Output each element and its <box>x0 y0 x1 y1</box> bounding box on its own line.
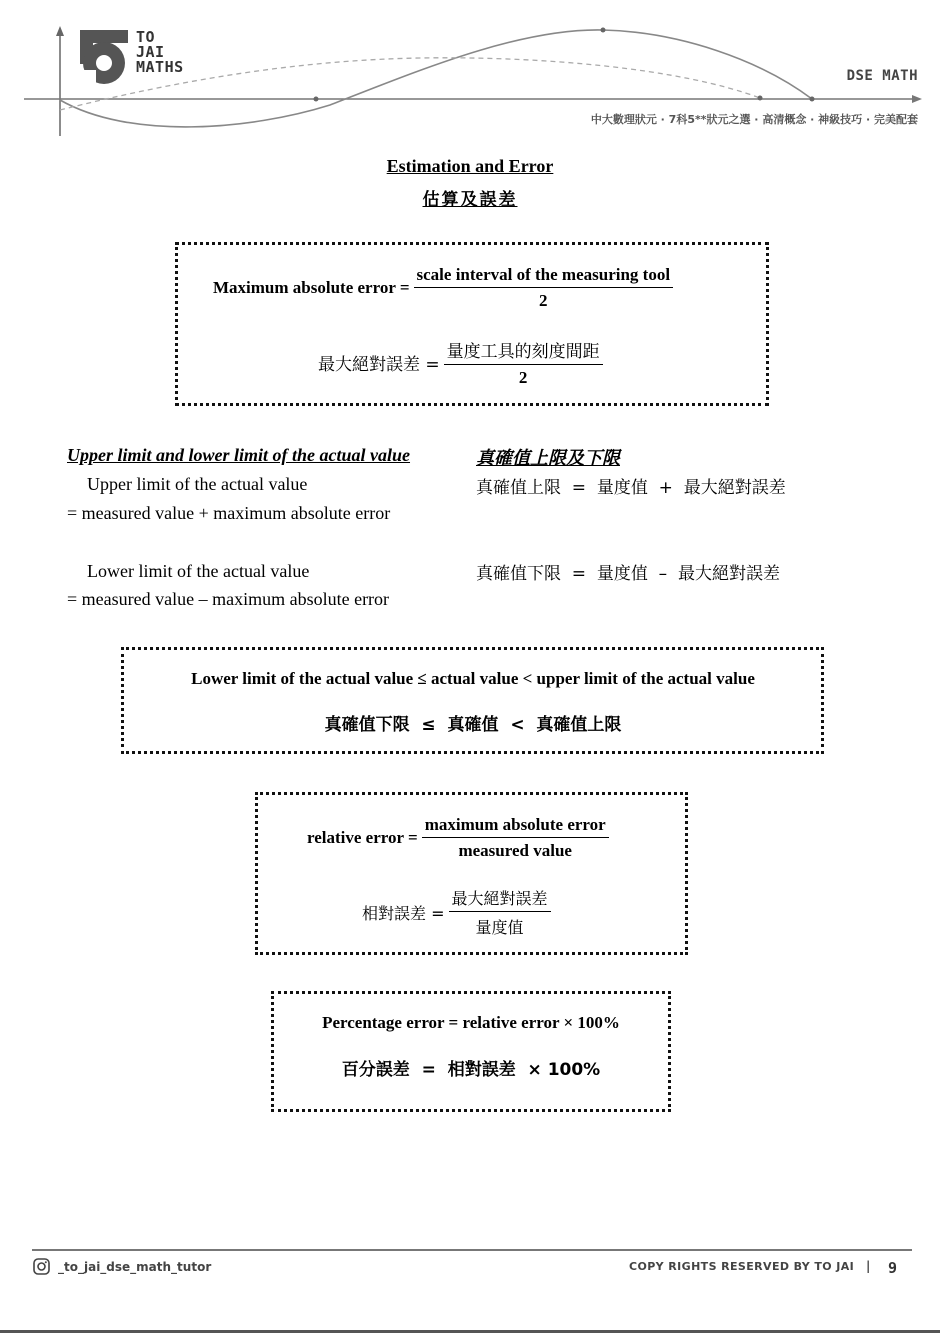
logo-line: MATHS <box>136 58 184 76</box>
title-en-text: Estimation and Error <box>386 156 554 176</box>
relative-error-zh-fraction <box>449 886 551 938</box>
brand-label: DSE MATH <box>846 68 918 84</box>
footer-divider <box>32 1249 912 1251</box>
lower-limit-zh: 真確值下限 = 量度值 – 最大絕對誤差 <box>476 564 780 584</box>
max-abs-error-zh-lhs: 最大絕對誤差 = <box>318 355 440 375</box>
upper-limit-zh: 真確值上限 = 量度值 + 最大絕對誤差 <box>476 478 786 498</box>
footer-separator: | <box>866 1259 871 1273</box>
actual-value-range-box <box>121 647 824 754</box>
page-bottom-edge <box>0 1330 940 1333</box>
header-point <box>810 97 815 102</box>
fraction-denominator: 2 <box>518 368 528 387</box>
relative-error-zh-lhs: 相對誤差 = <box>362 903 445 923</box>
limits-heading-zh: 真確值上限及下限 <box>476 448 620 469</box>
copyright-notice: COPY RIGHTS RESERVED BY TO JAI <box>629 1260 855 1273</box>
max-abs-error-zh-fraction <box>444 337 603 388</box>
upper-limit-en-line1: Upper limit of the actual value <box>87 474 308 494</box>
actual-value-range-zh: 真確值下限 ≤ 真確值 < 真確值上限 <box>324 715 622 735</box>
percentage-error-en: Percentage error = relative error × 100% <box>322 1013 620 1032</box>
header-point <box>758 96 763 101</box>
percentage-error-zh: 百分誤差 = 相對誤差 × 100% <box>341 1060 601 1080</box>
max-abs-error-formula-zh <box>318 337 603 388</box>
number-5-logo-icon <box>80 30 128 84</box>
fraction-numerator: scale interval of the measuring tool <box>414 265 674 288</box>
fraction-denominator: measured value <box>458 841 572 860</box>
page-title-english <box>0 156 940 177</box>
logo-text <box>136 30 184 75</box>
lower-limit-en-line2: = measured value – maximum absolute error <box>67 589 390 609</box>
instagram-icon <box>33 1258 50 1275</box>
percentage-error-box <box>271 991 671 1112</box>
max-abs-error-lhs: Maximum absolute error = <box>213 278 410 297</box>
header-x-axis-arrow <box>912 95 922 103</box>
max-abs-error-formula-en <box>213 265 673 311</box>
instagram-handle: _to_jai_dse_math_tutor <box>58 1260 212 1274</box>
fraction-numerator: maximum absolute error <box>422 815 609 838</box>
relative-error-fraction <box>422 815 609 861</box>
fraction-denominator: 2 <box>539 291 548 310</box>
logo-line: TO <box>136 28 156 46</box>
header-y-axis-arrow <box>56 26 64 36</box>
limits-heading-en: Upper limit and lower limit of the actual value <box>67 445 411 465</box>
fraction-numerator: 最大絕對誤差 <box>449 886 551 912</box>
header-point <box>314 97 319 102</box>
max-abs-error-fraction <box>414 265 674 311</box>
logo-line: JAI <box>136 43 165 61</box>
tagline: 中大數理狀元 · 7科5**狀元之選 · 高清概念 · 神級技巧 · 完美配套 <box>590 113 918 126</box>
relative-error-formula-zh <box>362 886 551 938</box>
upper-limit-en-line2: = measured value + maximum absolute error <box>67 503 391 523</box>
relative-error-lhs: relative error = <box>307 828 418 847</box>
actual-value-range-en: Lower limit of the actual value ≤ actual value < upper limit of the actual value <box>191 669 755 688</box>
fraction-numerator: 量度工具的刻度間距 <box>444 337 603 365</box>
fraction-denominator: 量度值 <box>475 918 524 937</box>
page-number: 9 <box>888 1259 898 1277</box>
lower-limit-en-line1: Lower limit of the actual value <box>87 561 310 581</box>
header-point <box>601 28 606 33</box>
page-title-chinese <box>0 185 940 210</box>
title-zh-text: 估算及誤差 <box>422 190 518 210</box>
relative-error-formula-en <box>307 815 609 861</box>
